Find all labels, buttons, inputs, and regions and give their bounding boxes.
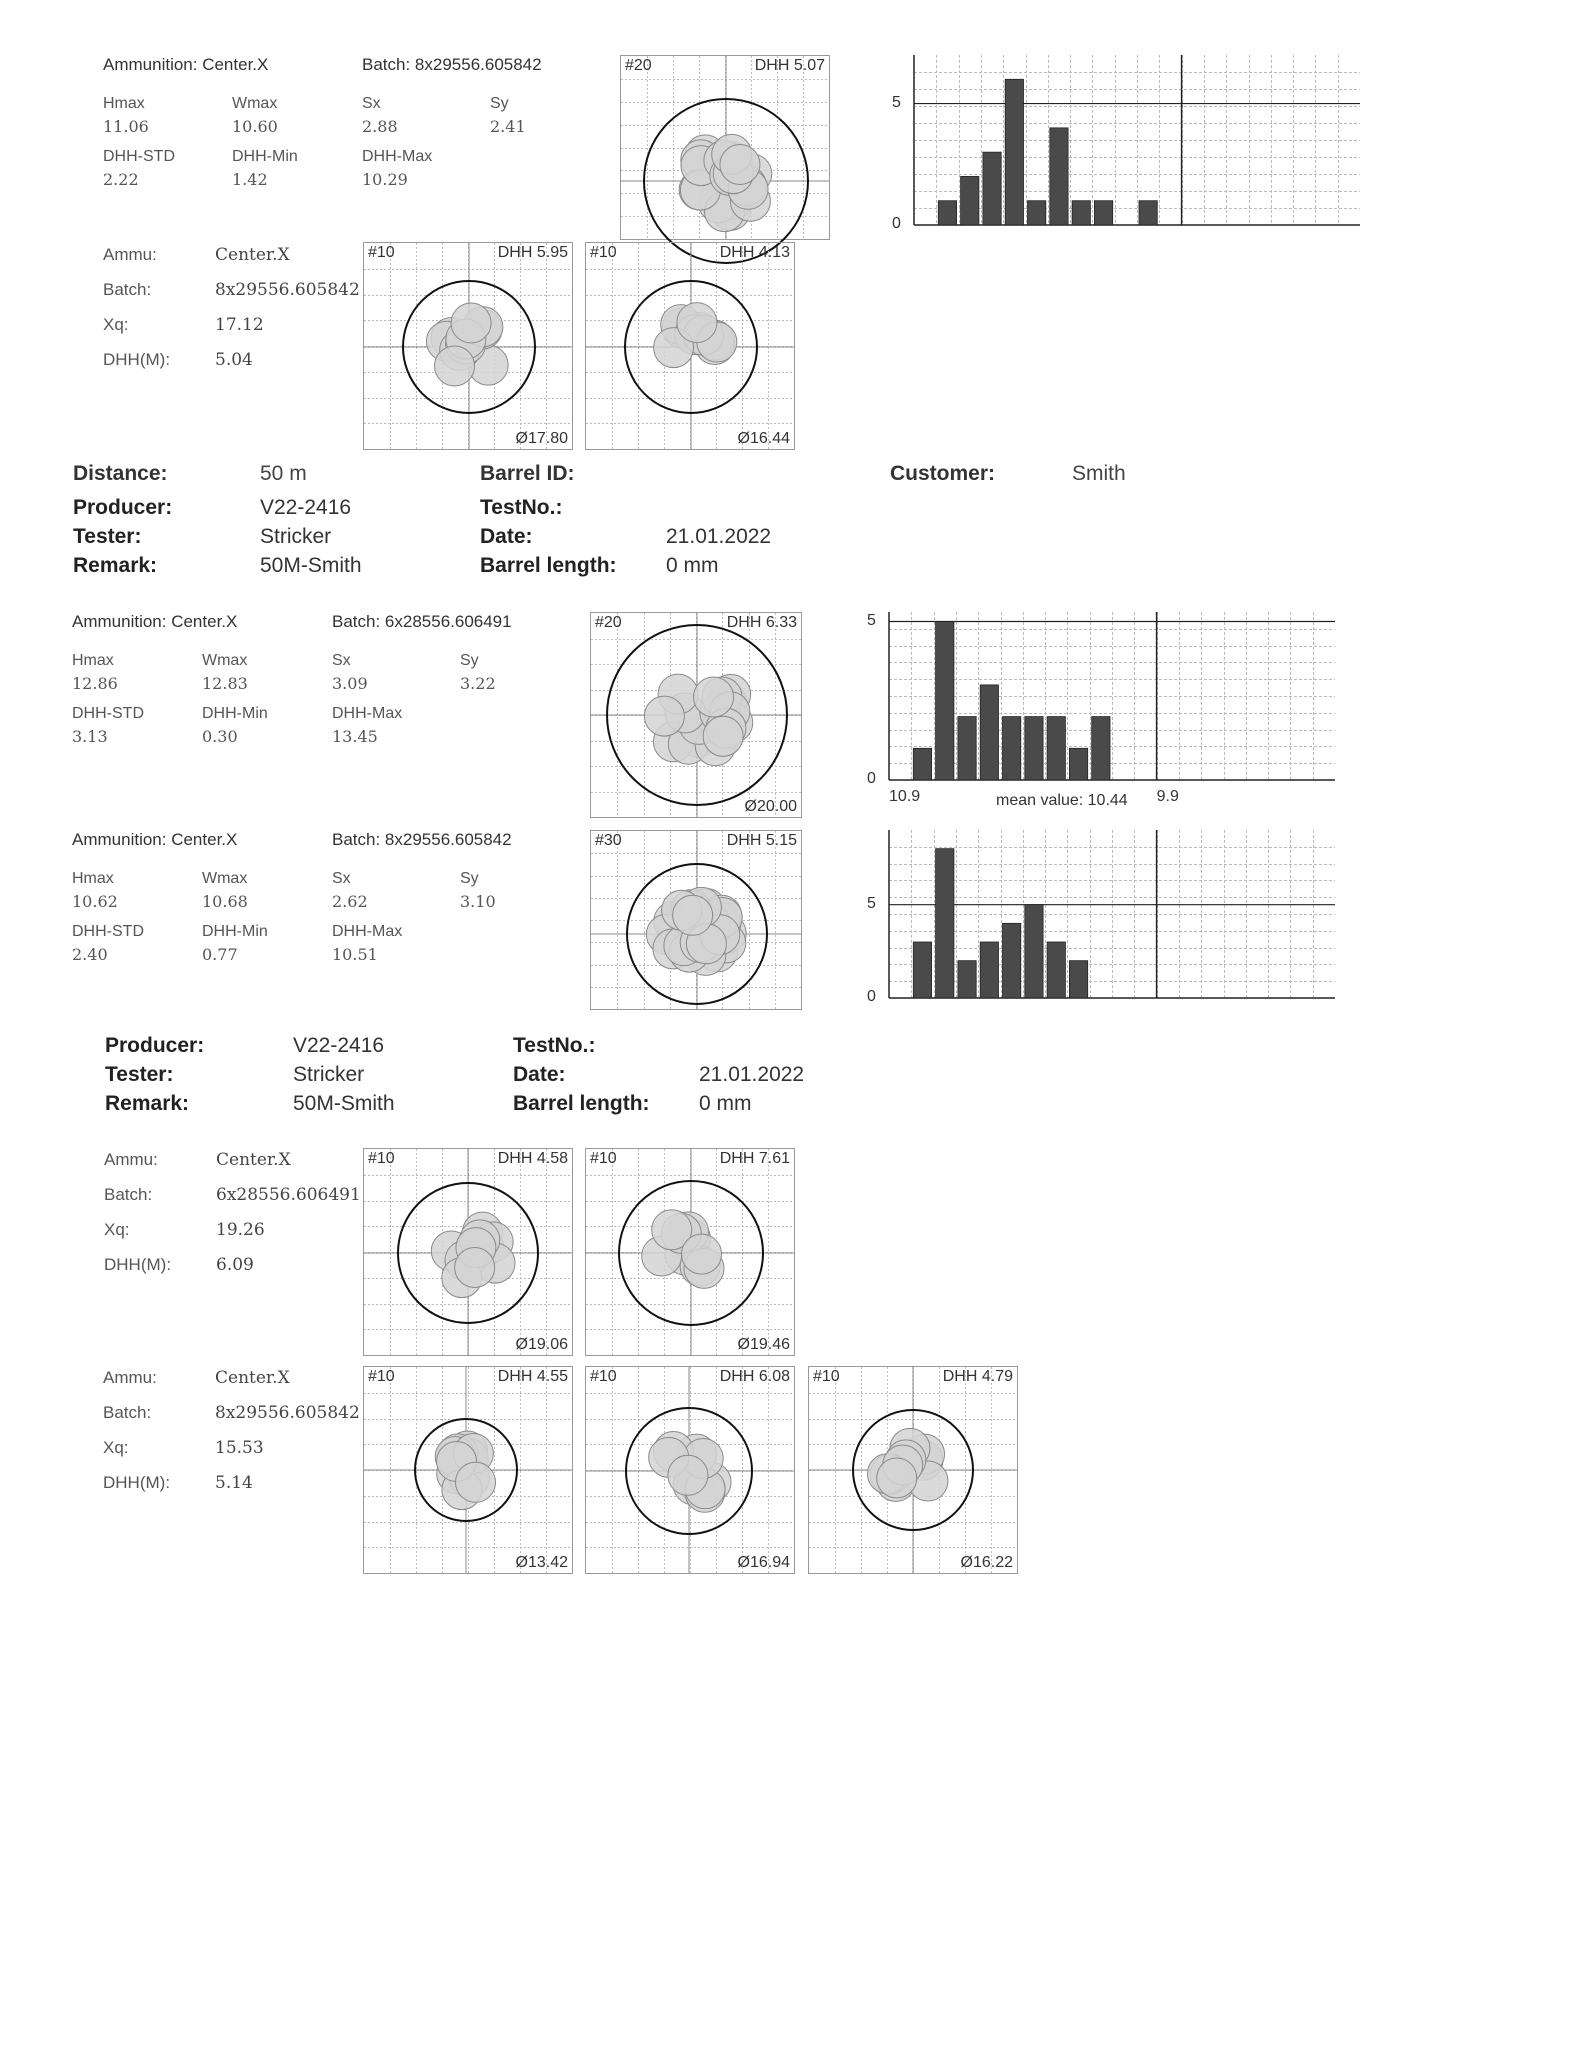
summary-value: 6x28556.606491: [216, 1185, 361, 1205]
stat-value: 3.09: [332, 674, 368, 693]
date-label: Date:: [480, 525, 533, 548]
customer-value: Smith: [1072, 462, 1126, 485]
tester-label: Tester:: [105, 1063, 174, 1086]
histogram-bar: [1003, 717, 1021, 780]
histogram-bar: [1094, 201, 1112, 225]
histogram-bar: [983, 152, 1001, 225]
stat-value: 0.77: [202, 945, 238, 964]
histogram-bar: [1025, 905, 1043, 998]
diameter-value: Ø16.44: [737, 430, 790, 447]
stat-value: 2.22: [103, 170, 139, 189]
histogram: [880, 55, 1360, 240]
histogram-bar: [980, 942, 998, 998]
shot-hole: [435, 346, 475, 386]
histogram-bar: [1050, 128, 1068, 225]
histogram-bar: [938, 201, 956, 225]
shot-count: #10: [590, 244, 617, 261]
histogram-bar: [936, 849, 954, 998]
diameter-value: Ø19.06: [515, 1336, 568, 1353]
summary-value: 8x29556.605842: [215, 280, 360, 300]
date-value: 21.01.2022: [666, 525, 772, 548]
stat-value: 12.86: [72, 674, 118, 693]
summary-value: 6.09: [216, 1255, 254, 1275]
stat-label: DHH-Max: [332, 923, 403, 940]
shot-count: #10: [590, 1150, 617, 1167]
barrel-length-label: Barrel length:: [513, 1092, 650, 1115]
summary-value: 19.26: [216, 1220, 265, 1240]
histogram-graphic: [855, 830, 1335, 1010]
summary-value: Center.X: [216, 1150, 291, 1170]
distance-value: 50 m: [260, 462, 307, 485]
target-graphic: [809, 1367, 1017, 1573]
ammunition-label: Ammunition: Center.X: [103, 55, 269, 74]
histogram-bar: [961, 176, 979, 225]
dhh-value: DHH 5.15: [726, 832, 797, 849]
stat-label: DHH-Min: [232, 148, 298, 165]
producer-value: V22-2416: [293, 1034, 385, 1057]
target-graphic: [586, 1367, 794, 1573]
stat-label: DHH-STD: [72, 923, 144, 940]
stat-value: 3.13: [72, 727, 108, 746]
stat-value: 11.06: [103, 117, 149, 136]
diameter-value: Ø16.94: [737, 1554, 790, 1571]
date-label: Date:: [513, 1063, 566, 1086]
summary-label: Ammu:: [103, 1368, 157, 1387]
y-tick-label: 0: [867, 770, 876, 787]
stat-value: 13.45: [332, 727, 378, 746]
stat-value: 2.41: [490, 117, 526, 136]
shot-hole: [456, 1462, 496, 1502]
cut-header-row: [60, 462, 1160, 490]
stat-value: 10.60: [232, 117, 278, 136]
summary-label: Batch:: [103, 280, 152, 299]
histogram-bar: [1003, 923, 1021, 998]
summary-label: Batch:: [104, 1185, 153, 1204]
histogram-bar: [1139, 201, 1157, 225]
stat-label: Sy: [460, 870, 479, 887]
shot-hole: [677, 303, 717, 343]
histogram-graphic: [855, 612, 1335, 812]
histogram-bar: [1005, 79, 1023, 225]
target-group: [585, 1148, 795, 1356]
tester-label: Tester:: [73, 525, 142, 548]
stat-value: 2.88: [362, 117, 398, 136]
histogram-bar: [1047, 942, 1065, 998]
barrel-length-value: 0 mm: [666, 554, 719, 577]
histogram-bar: [980, 685, 998, 780]
target-graphic: [591, 831, 801, 1009]
shot-hole: [451, 303, 491, 343]
histogram-bar: [1025, 717, 1043, 780]
ammunition-label: Ammunition: Center.X: [72, 612, 238, 631]
target-graphic: [364, 243, 572, 449]
y-tick-label: 5: [867, 894, 876, 912]
histogram-bar: [1069, 748, 1087, 780]
shot-count: #10: [590, 1368, 617, 1385]
histogram: [855, 612, 1335, 812]
testno-label: TestNo.:: [480, 496, 563, 519]
dhh-value: DHH 6.33: [726, 614, 797, 631]
dhh-value: DHH 4.55: [497, 1368, 568, 1385]
summary-label: DHH(M):: [103, 350, 171, 369]
stat-value: 2.62: [332, 892, 368, 911]
y-tick-label: 0: [867, 988, 876, 1005]
dhh-value: DHH 4.58: [497, 1150, 568, 1167]
summary-value: Center.X: [215, 1368, 290, 1388]
target-group: [363, 1148, 573, 1356]
target-group: [808, 1366, 1018, 1574]
stat-value: 3.10: [460, 892, 496, 911]
ammunition-label: Ammunition: Center.X: [72, 830, 238, 849]
stat-label: DHH-Max: [332, 705, 403, 722]
summary-label: Ammu:: [104, 1150, 158, 1169]
testno-label: TestNo.:: [513, 1034, 596, 1057]
dhh-value: DHH 5.07: [754, 57, 825, 74]
target-graphic: [364, 1367, 572, 1573]
mean-value-label: mean value: 10.44: [996, 792, 1128, 809]
summary-label: Xq:: [103, 1438, 129, 1457]
y-tick-label: 5: [867, 611, 876, 629]
histogram-bar: [1069, 961, 1087, 998]
dhh-value: DHH 5.95: [497, 244, 568, 261]
shot-hole: [455, 1248, 495, 1288]
stat-value: 10.68: [202, 892, 248, 911]
stat-value: 10.51: [332, 945, 378, 964]
producer-label: Producer:: [105, 1034, 205, 1057]
tester-value: Stricker: [260, 525, 332, 548]
summary-label: Batch:: [103, 1403, 152, 1422]
remark-value: 50M-Smith: [260, 554, 362, 577]
dhh-value: DHH 6.08: [719, 1368, 790, 1385]
diameter-value: Ø20.00: [744, 798, 797, 815]
stat-label: Sx: [332, 870, 351, 887]
stat-label: Hmax: [72, 652, 114, 669]
producer-value: V22-2416: [260, 496, 352, 519]
summary-value: 5.14: [215, 1473, 253, 1493]
batch-label: Batch: 6x28556.606491: [332, 612, 512, 631]
barrel-length-value: 0 mm: [699, 1092, 752, 1115]
barrel-id-label: Barrel ID:: [480, 462, 575, 485]
stat-label: Sy: [490, 95, 509, 112]
shot-count: #10: [813, 1368, 840, 1385]
histogram-bar: [1047, 717, 1065, 780]
dhh-value: DHH 4.79: [942, 1368, 1013, 1385]
stat-label: Sx: [332, 652, 351, 669]
summary-value: 15.53: [215, 1438, 264, 1458]
target-group: [585, 1366, 795, 1574]
histogram-bar: [1072, 201, 1090, 225]
stat-value: 0.30: [202, 727, 238, 746]
shot-hole: [668, 1455, 708, 1495]
stat-label: Sx: [362, 95, 381, 112]
shot-hole: [682, 1234, 722, 1274]
producer-label: Producer:: [73, 496, 173, 519]
stat-label: Wmax: [202, 870, 248, 887]
stat-value: 10.29: [362, 170, 408, 189]
histogram-bar: [913, 942, 931, 998]
histogram-bar: [936, 622, 954, 780]
stat-label: Hmax: [103, 95, 145, 112]
shot-count: #10: [368, 244, 395, 261]
shot-count: #10: [368, 1368, 395, 1385]
y-tick-label: 5: [892, 93, 901, 111]
stat-label: Hmax: [72, 870, 114, 887]
batch-label: Batch: 8x29556.605842: [332, 830, 512, 849]
summary-value: 17.12: [215, 315, 264, 335]
diameter-value: Ø17.80: [515, 430, 568, 447]
target-graphic: [364, 1149, 572, 1355]
shot-count: #20: [625, 57, 652, 74]
stat-value: 3.22: [460, 674, 496, 693]
dhh-value: DHH 7.61: [719, 1150, 790, 1167]
remark-value: 50M-Smith: [293, 1092, 395, 1115]
stat-label: DHH-Min: [202, 705, 268, 722]
x-tick-label: 10.9: [889, 788, 921, 805]
target-group: [363, 1366, 573, 1574]
shot-hole: [877, 1458, 917, 1498]
stat-value: 12.83: [202, 674, 248, 693]
stat-label: Wmax: [232, 95, 278, 112]
diameter-value: Ø16.22: [960, 1554, 1013, 1571]
summary-value: Center.X: [215, 245, 290, 265]
summary-label: DHH(M):: [103, 1473, 171, 1492]
distance-label: Distance:: [73, 462, 168, 485]
stat-label: DHH-Max: [362, 148, 433, 165]
stat-label: DHH-STD: [103, 148, 175, 165]
stat-label: DHH-Min: [202, 923, 268, 940]
summary-label: DHH(M):: [104, 1255, 172, 1274]
barrel-length-label: Barrel length:: [480, 554, 617, 577]
stat-value: 10.62: [72, 892, 118, 911]
target-graphic: [586, 1149, 794, 1355]
summary-label: Ammu:: [103, 245, 157, 264]
summary-label: Xq:: [103, 315, 129, 334]
histogram-bar: [1092, 717, 1110, 780]
shot-hole: [703, 716, 743, 756]
stat-label: DHH-STD: [72, 705, 144, 722]
tester-value: Stricker: [293, 1063, 365, 1086]
target-group: [590, 830, 802, 1010]
diameter-value: Ø19.46: [737, 1336, 790, 1353]
histogram-bar: [913, 748, 931, 780]
remark-label: Remark:: [105, 1092, 190, 1115]
target-group: [590, 612, 802, 818]
stat-value: 2.40: [72, 945, 108, 964]
x-tick-label: 9.9: [1156, 788, 1179, 805]
target-graphic: [591, 613, 801, 817]
target-graphic: [586, 243, 794, 449]
shot-hole: [720, 145, 760, 185]
batch-label: Batch: 8x29556.605842: [362, 55, 542, 74]
histogram-bar: [1028, 201, 1046, 225]
histogram-bar: [958, 717, 976, 780]
target-graphic: [621, 56, 829, 239]
target-group: [363, 242, 573, 450]
histogram-graphic: [880, 55, 1360, 240]
diameter-value: Ø13.42: [515, 1554, 568, 1571]
y-tick-label: 0: [892, 215, 901, 232]
summary-label: Xq:: [104, 1220, 130, 1239]
target-group: [585, 242, 795, 450]
shot-hole: [694, 677, 734, 717]
histogram-bar: [958, 961, 976, 998]
target-group: [620, 55, 830, 240]
customer-label: Customer:: [890, 462, 996, 485]
stat-label: Sy: [460, 652, 479, 669]
summary-value: 8x29556.605842: [215, 1403, 360, 1423]
shot-count: #10: [368, 1150, 395, 1167]
remark-label: Remark:: [73, 554, 158, 577]
summary-value: 5.04: [215, 350, 253, 370]
shot-count: #30: [595, 832, 622, 849]
dhh-value: DHH 4.13: [719, 244, 790, 261]
stat-value: 1.42: [232, 170, 268, 189]
stat-label: Wmax: [202, 652, 248, 669]
shot-count: #20: [595, 614, 622, 631]
histogram: [855, 830, 1335, 1010]
shot-hole: [644, 696, 684, 736]
shot-hole: [673, 895, 713, 935]
date-value: 21.01.2022: [699, 1063, 805, 1086]
